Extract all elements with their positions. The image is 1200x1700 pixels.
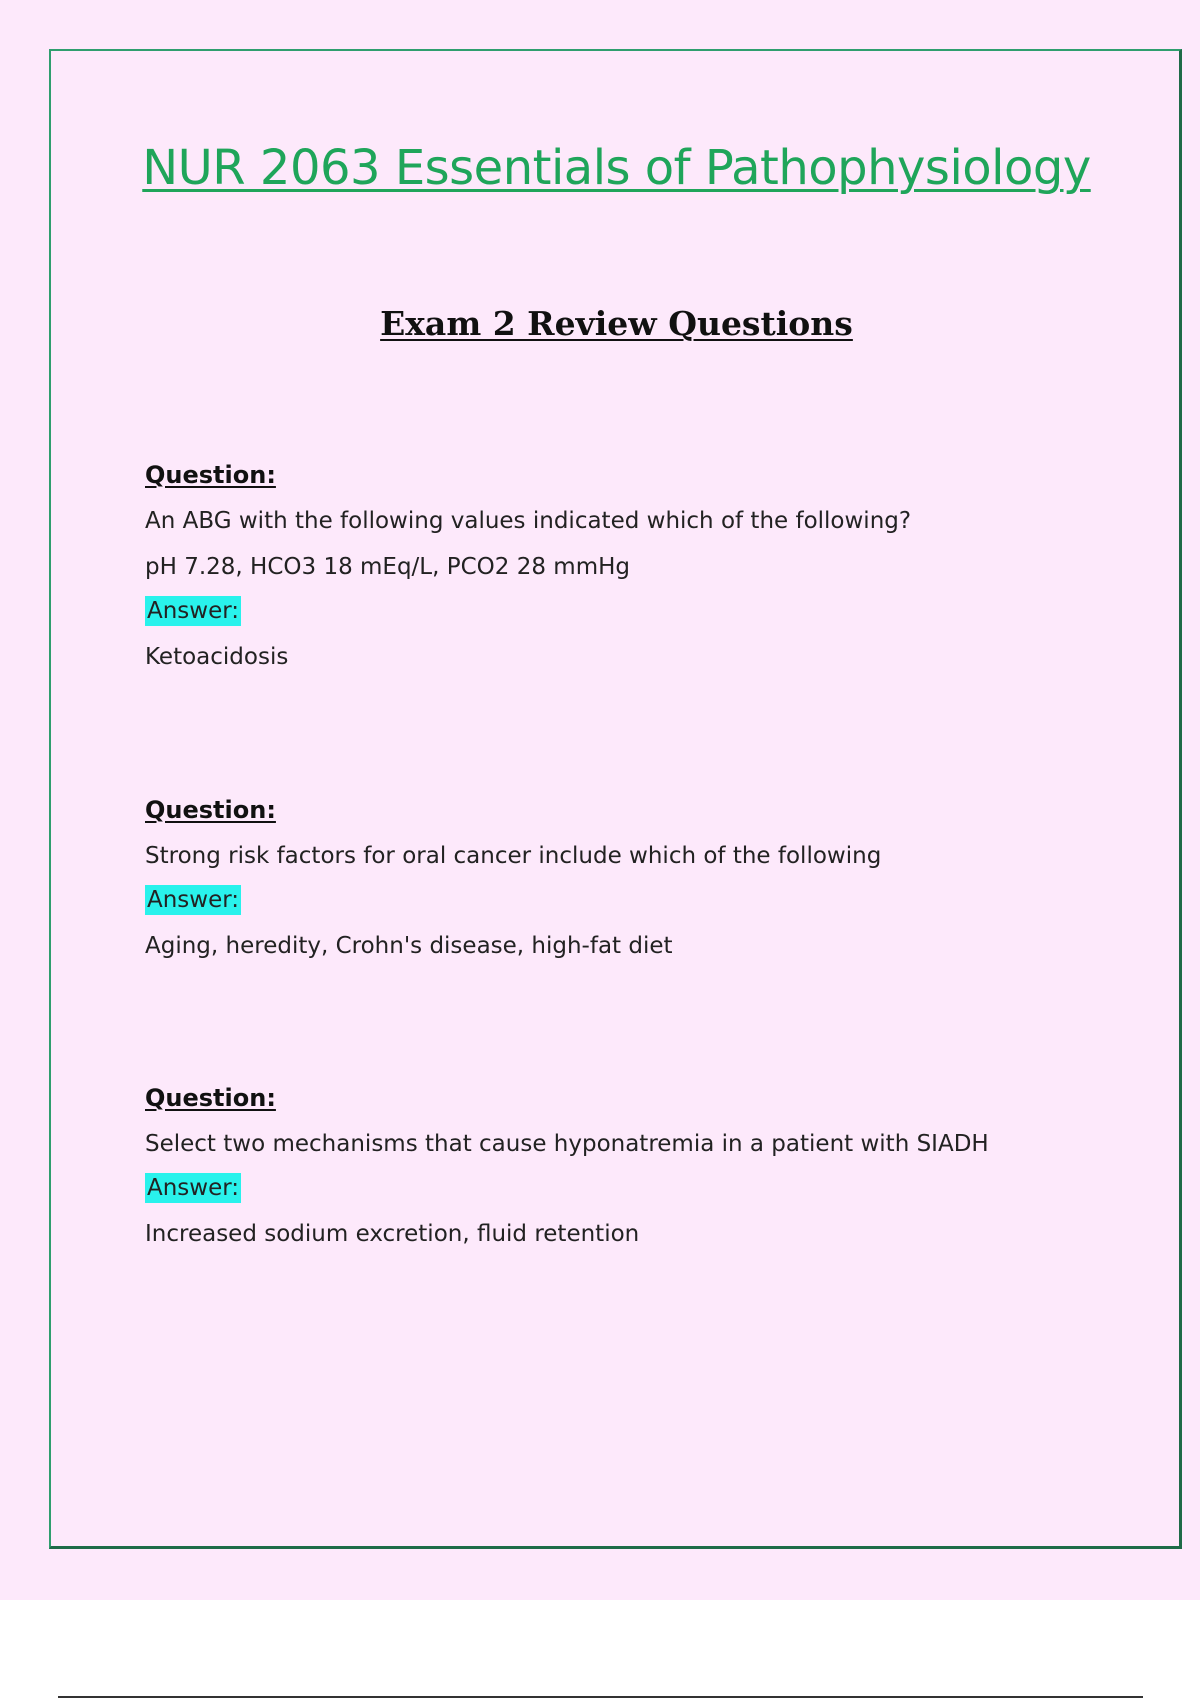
- document-subtitle: Exam 2 Review Questions: [380, 304, 853, 343]
- question-label: Question:: [145, 796, 276, 824]
- qa-block-2: [145, 793, 1125, 975]
- answer-text: Increased sodium excretion, fluid retention: [145, 1221, 640, 1247]
- question-text: Strong risk factors for oral cancer include which of the following: [145, 843, 882, 869]
- question-text: An ABG with the following values indicated which of the following?: [145, 508, 912, 534]
- answer-label: Answer:: [147, 598, 240, 624]
- qa-block-1: [145, 458, 1125, 686]
- question-text: Select two mechanisms that cause hyponatremia in a patient with SIADH: [145, 1131, 989, 1157]
- answer-text: Ketoacidosis: [145, 644, 289, 670]
- answer-label: Answer:: [147, 1175, 240, 1201]
- footer-divider: [58, 1696, 1143, 1698]
- question-text: pH 7.28, HCO3 18 mEq/L, PCO2 28 mmHg: [145, 554, 630, 580]
- answer-text: Aging, heredity, Crohn's disease, high-fat diet: [145, 933, 673, 959]
- document-title: NUR 2063 Essentials of Pathophysiology: [142, 140, 1091, 196]
- qa-block-3: [145, 1081, 1125, 1263]
- question-label: Question:: [145, 461, 276, 489]
- answer-label: Answer:: [147, 887, 240, 913]
- question-label: Question:: [145, 1084, 276, 1112]
